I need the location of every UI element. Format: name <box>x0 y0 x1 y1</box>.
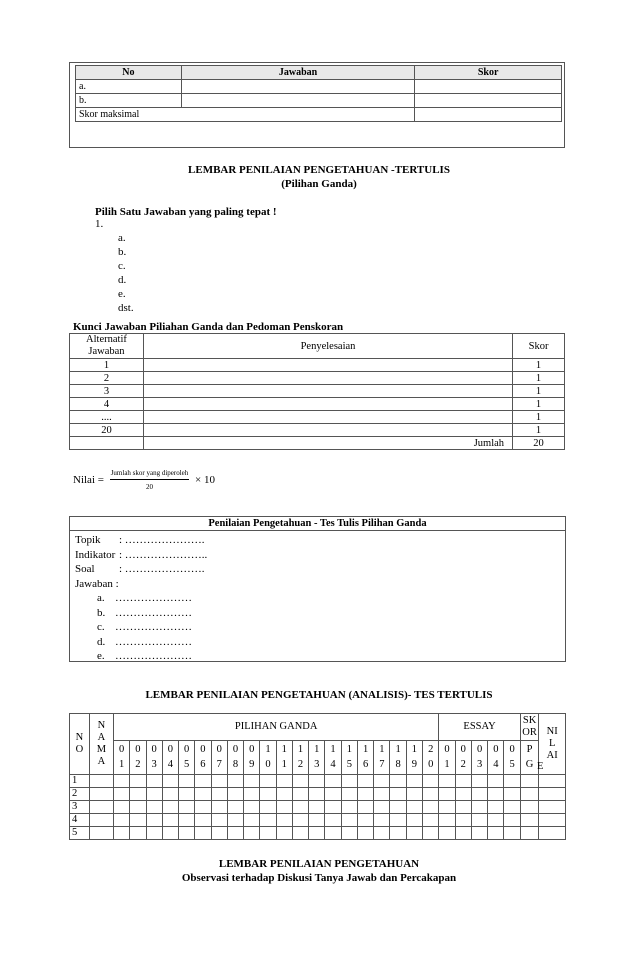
question-number-cell: 0 4 <box>488 741 504 775</box>
essay-skor-label: E <box>537 761 544 772</box>
list-item: d. ………………… <box>97 635 192 648</box>
section5-title: LEMBAR PENILAIAN PENGETAHUAN <box>218 858 420 870</box>
table-row: 1 1 <box>70 359 565 372</box>
total-label: Jumlah <box>143 437 512 450</box>
row-number: 3 <box>70 801 90 814</box>
question-number-cell: 0 3 <box>146 741 162 775</box>
table-row: 20 1 <box>70 424 565 437</box>
answer-key-table <box>69 333 565 450</box>
row-label: a. <box>76 80 182 94</box>
option-item: d. <box>118 274 127 286</box>
question-number-cell: 1 4 <box>325 741 341 775</box>
header-jawaban: Jawaban <box>181 66 415 80</box>
question-number-cell: 1 8 <box>390 741 406 775</box>
question-number-cell: 0 5 <box>179 741 195 775</box>
question-number-cell: 1 3 <box>309 741 325 775</box>
question-number-cell: 0 1 <box>439 741 455 775</box>
table-row <box>70 788 566 801</box>
section2-title: LEMBAR PENILAIAN PENGETAHUAN -TERTULIS <box>188 164 450 176</box>
box-title: Penilaian Pengetahuan - Tes Tulis Pilihan Ganda <box>70 517 565 531</box>
header-nilai: NI L AI <box>539 714 566 775</box>
total-value: 20 <box>513 437 565 450</box>
question-number-cell: 0 8 <box>227 741 243 775</box>
table-row <box>76 108 562 122</box>
row-number: 4 <box>70 814 90 827</box>
option-list <box>118 231 134 315</box>
question-number-cell: 1 7 <box>374 741 390 775</box>
analysis-table <box>69 713 566 840</box>
question-number-cell: 1 1 <box>276 741 292 775</box>
table-row <box>70 814 566 827</box>
table-row <box>70 801 566 814</box>
question-number-cell: 1 0 <box>260 741 276 775</box>
question-number-cell: 0 4 <box>162 741 178 775</box>
table-header-row <box>70 714 566 741</box>
row-number: 2 <box>70 788 90 801</box>
table-header-row <box>70 741 566 775</box>
topik-value: : …………………. <box>119 534 205 546</box>
question-number-cell: 0 7 <box>211 741 227 775</box>
header-skor: SK OR <box>520 714 539 741</box>
list-item: b. ………………… <box>97 606 192 619</box>
row-number: 5 <box>70 827 90 840</box>
max-score-label: Skor maksimal <box>76 108 415 122</box>
question-number: 1. <box>95 218 104 230</box>
header-pilihan-ganda: PILIHAN GANDA <box>113 714 438 741</box>
header-skor: Skor <box>415 66 562 80</box>
option-item: b. <box>118 246 127 258</box>
instruction: Pilih Satu Jawaban yang paling tepat ! <box>95 206 277 218</box>
option-item: c. <box>118 260 126 272</box>
header-penyelesaian: Penyelesaian <box>143 334 512 359</box>
header-essay: ESSAY <box>439 714 520 741</box>
answer-score-table <box>75 65 562 122</box>
multiple-choice-assessment-box <box>69 516 566 662</box>
question-number-cell: 1 2 <box>292 741 308 775</box>
question-number-cell: 0 5 <box>504 741 520 775</box>
list-item: c. ………………… <box>97 621 192 633</box>
question-number-cell: 0 3 <box>471 741 487 775</box>
indikator-value: : ………………….. <box>119 548 208 561</box>
soal-label: Soal <box>75 563 95 575</box>
table-row <box>76 94 562 108</box>
option-item: dst. <box>118 302 134 314</box>
indikator-label: Indikator <box>75 548 116 561</box>
question-number-cell: 1 9 <box>406 741 422 775</box>
table-row: 3 1 <box>70 385 565 398</box>
soal-value: : …………………. <box>119 563 205 575</box>
question-number-cell: 0 9 <box>244 741 260 775</box>
topik-label: Topik <box>75 534 101 546</box>
section5-subtitle: Observasi terhadap Diskusi Tanya Jawab dan Percakapan <box>181 872 457 884</box>
table-row <box>76 80 562 94</box>
header-nama: N A M A <box>89 714 113 775</box>
question-number-cell: 0 6 <box>195 741 211 775</box>
header-no: No <box>76 66 182 80</box>
formula-label: Nilai = <box>73 474 104 486</box>
list-item: a. ………………… <box>97 592 192 604</box>
header-alternatif: Alternatif Jawaban <box>70 334 144 359</box>
option-item: e. <box>118 288 126 300</box>
list-item: e. ………………… <box>97 650 192 662</box>
header-skor: Skor <box>513 334 565 359</box>
option-item: a. <box>118 232 126 244</box>
question-number-cell: 2 0 <box>423 741 439 775</box>
key-table-caption: Kunci Jawaban Piliahan Ganda dan Pedoman Penskoran <box>73 321 344 333</box>
question-number-cell: 0 1 <box>113 741 129 775</box>
question-number-cell: 1 5 <box>341 741 357 775</box>
score-formula <box>73 469 215 491</box>
table-row: .... 1 <box>70 411 565 424</box>
table-row <box>70 437 565 450</box>
table-row: 2 1 <box>70 372 565 385</box>
question-number-cell: 0 2 <box>455 741 471 775</box>
section2-subtitle: (Pilihan Ganda) <box>281 178 357 190</box>
table-row <box>70 775 566 788</box>
row-number: 1 <box>70 775 90 788</box>
header-no: N O <box>70 714 90 775</box>
question-number-cell: 0 2 <box>130 741 146 775</box>
formula-times: × 10 <box>195 474 215 486</box>
table-row: 4 1 <box>70 398 565 411</box>
jawaban-label: Jawaban : <box>75 577 119 590</box>
formula-numerator: Jumlah skor yang diperoleh <box>110 469 190 480</box>
table-row <box>70 827 566 840</box>
formula-fraction <box>110 469 190 491</box>
skor-sub-cell: P G <box>520 741 539 775</box>
formula-denominator: 20 <box>145 483 153 491</box>
section4-title: LEMBAR PENILAIAN PENGETAHUAN (ANALISIS)- TES TERTULIS <box>145 689 493 701</box>
row-label: b. <box>76 94 182 108</box>
question-number-cell: 1 6 <box>357 741 373 775</box>
